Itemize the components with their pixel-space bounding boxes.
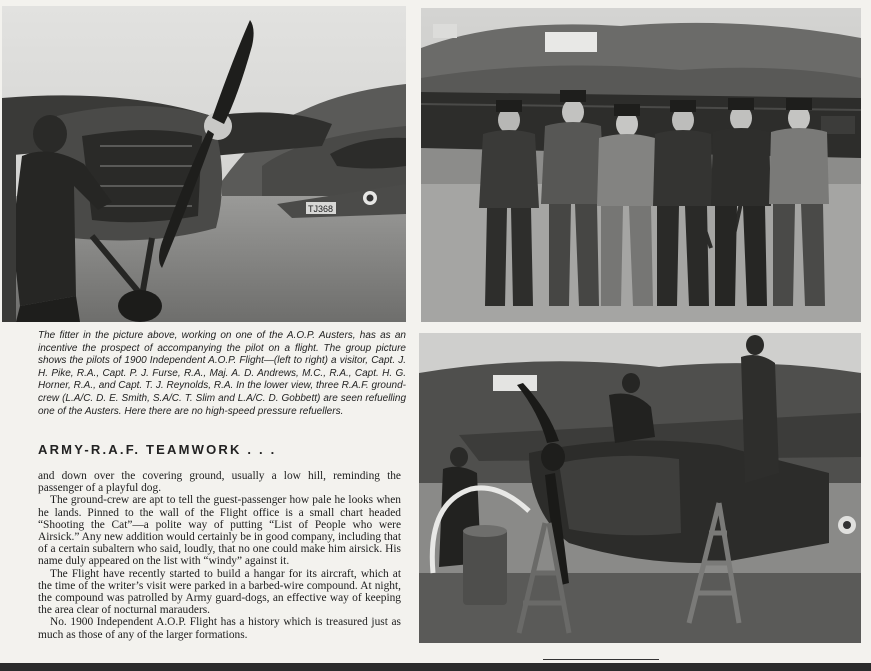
paragraph: No. 1900 Independent A.O.P. Flight has a history which is treasured just as much as those of any of the larger formations.: [38, 616, 401, 641]
photo-fitter-auster: [2, 6, 406, 322]
photo-pilots-image: [421, 8, 861, 322]
svg-text:TJ368: TJ368: [308, 204, 334, 214]
paragraph: The Flight have recently started to build a hangar for its aircraft, which at the time of the writer’s visit were parked in a barbed-wire compound. At night, the compound was patrolled by Army guard-dogs, an effective way of keeping the area clear of nocturnal marauders.: [38, 567, 401, 617]
article-body: [38, 470, 401, 641]
paragraph: The ground-crew are apt to tell the guest-passenger how pale he looks when he lands. Pinned to the wall of the Flight office is a small chart headed “Shooting the Cat”—a polite way of putting “List of People who were Airsick.” Any new addition would certainly be in good company, including that of a certain subaltern who said, loudly, that no one could make him airsick. His name duly appeared on the list with “windy” against it.: [38, 494, 401, 568]
footer-rule: [543, 659, 659, 660]
photo-pilots-group: [421, 8, 861, 322]
section-heading: ARMY-R.A.F. TEAMWORK . . .: [38, 442, 277, 457]
photo-refuel-image: [419, 333, 861, 643]
photo-fitter-image: [2, 6, 406, 322]
paragraph: and down over the covering ground, usually a low hill, reminding the passenger of a playful dog.: [38, 470, 401, 495]
photo-caption: The fitter in the picture above, working on one of the A.O.P. Austers, has as an incentive the prospect of accompanying the pilot on a flight. The group picture shows the pilots of 1900 Independent A.O.P. Flight—(left to right) a visitor, Capt. J. H. Pike, R.A., Capt. P. J. Furse, R.A., Maj. A. D. Andrews, M.C., R.A., Capt. H. G. Horner, R.A., and Capt. T. J. Reynolds, R.A. In the lower view, three R.A.F. ground-crew (L.A/C. D. E. Smith, S.A/C. T. Slim and L.A/C. D. Gobbett) are seen refuelling one of the Austers. Here there are no high-speed pressure refuellers.: [38, 330, 406, 417]
photo-refuelling-auster: [419, 333, 861, 643]
